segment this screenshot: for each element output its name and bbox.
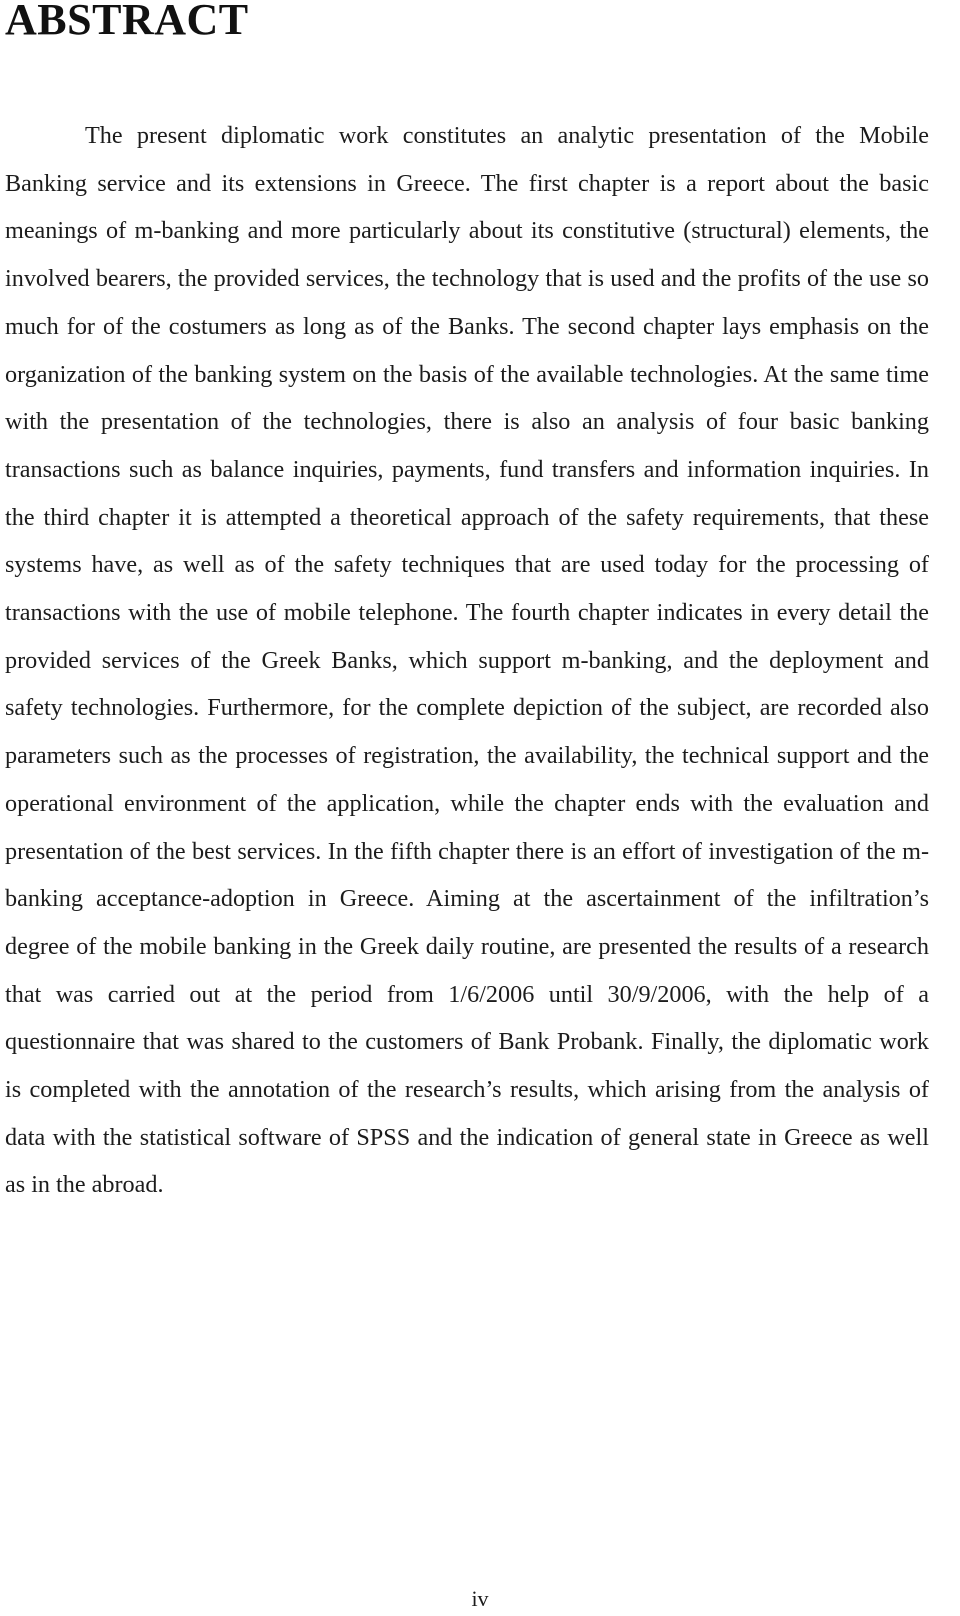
page-title: ABSTRACT (5, 0, 249, 44)
abstract-paragraph: The present diplomatic work constitutes an analytic presentation of the Mobile Banking service and its extensions in Greece. The first chapter is a report about the basic meanings of m-banking and more particularly about its constitutive (structural) elements, the involved bearers, the provided services, the technology that is used and the profits of the use so much for of the costumers as long as of the Banks. The second chapter lays emphasis on the organization of the banking system on the basis of the available technologies. At the same time with the presentation of the technologies, there is also an analysis of four basic banking transactions such as balance inquiries, payments, fund transfers and information inquiries. In the third chapter it is attempted a theoretical approach of the safety requirements, that these systems have, as well as of the safety techniques that are used today for the processing of transactions with the use of mobile telephone. The fourth chapter indicates in every detail the provided services of the Greek Banks, which support m-banking, and the deployment and safety technologies. Furthermore, for the complete depiction of the subject, are recorded also parameters such as the processes of registration, the availability, the technical support and the operational environment of the application, while the chapter ends with the evaluation and presentation of the best services. In the fifth chapter there is an effort of investigation of the m-banking acceptance-adoption in Greece. Aiming at the ascertainment of the infiltration’s degree of the mobile banking in the Greek daily routine, are presented the results of a research that was carried out at the period from 1/6/2006 until 30/9/2006, with the help of a questionnaire that was shared to the customers of Bank Probank. Finally, the diplomatic work is completed with the annotation of the research’s results, which arising from the analysis of data with the statistical software of SPSS and the indication of general state in Greece as well as in the abroad. (5, 122, 929, 1199)
page-number: iv (471, 1586, 489, 1611)
